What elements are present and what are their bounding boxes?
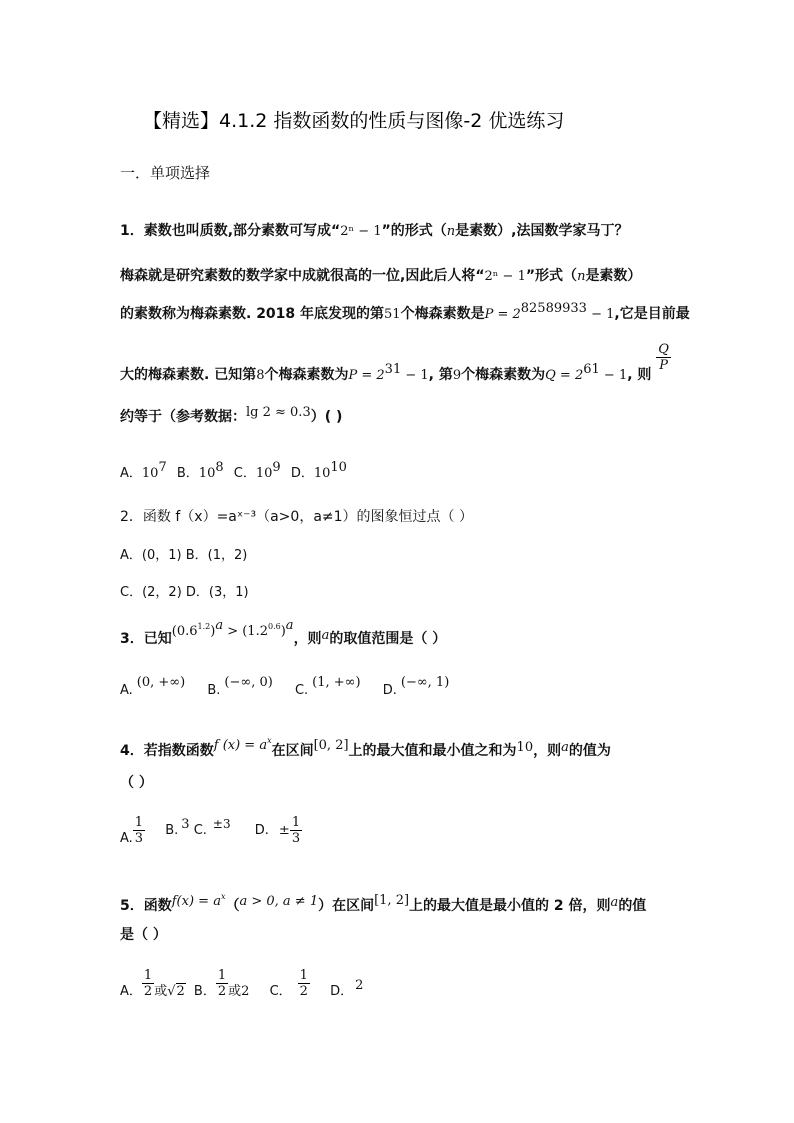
q1-option-c[interactable]: C．$10^9$ <box>233 460 281 481</box>
q1-line-3: 的素数称为梅森素数. 2018 年底发现的第51个梅森素数是$P = 2^{82589933} - 1$,它是目前最 <box>120 301 690 322</box>
q4-answer-paren: （ ） <box>120 775 153 791</box>
section-heading: 一．单项选择 <box>120 164 211 182</box>
q3-stem: 3．已知$(0.6^{1.2})^a > (1.2^{0.6})^a$，则a的取值范围是（ ） <box>120 618 447 647</box>
q5-stem: 5．函数$f(x) = a^x(a > 0$, a ≠ 1）在区间[1, 2]上的最大值是最小值的 2 倍，则a的值 <box>120 892 647 914</box>
q4-option-d[interactable]: D. ± $\frac{1}{3}$ <box>254 815 301 846</box>
q4-option-c[interactable]: C. ±3 <box>193 817 231 838</box>
q3-option-b[interactable]: B.(−∞, 0) <box>207 675 273 698</box>
q-over-p-fraction: $\frac{Q}{P}$ <box>658 342 669 373</box>
q3-option-a[interactable]: A.(0, +∞) <box>120 675 186 698</box>
q5-option-d[interactable]: D． 2 <box>330 978 364 999</box>
q2-options-row-1[interactable]: A．(0，1) B．(1，2) <box>120 548 248 563</box>
q2-stem: 2．函数 f（x）=aˣ⁻³（a>0，a≠1）的图象恒过点（ ） <box>120 509 473 525</box>
q4-option-a[interactable]: A. $\frac{1}{3}$ <box>120 815 144 846</box>
q3-options <box>120 675 450 698</box>
q2-options-row-2[interactable]: C．(2，2) D．(3，1) <box>120 585 249 600</box>
q5-option-b[interactable]: B． $\frac{1}{2}$ 或2 <box>193 968 250 999</box>
q1-option-d[interactable]: D．$10^{10}$ <box>290 460 347 481</box>
q5-options <box>120 968 363 999</box>
q4-options <box>120 815 302 846</box>
q1-option-b[interactable]: B．$10^8$ <box>176 460 224 481</box>
page-title: 【精选】4.1.2 指数函数的性质与图像-2 优选练习 <box>143 110 565 132</box>
q1-line-4: 大的梅森素数. 已知第8个梅森素数为$P = 2^{31} - 1$, 第9个梅森素数为$Q = 2^{61} - 1$, 则 $\frac{Q}{P}$ <box>120 342 669 383</box>
q4-stem: 4．若指数函数f $(x) = a^x$在区间[0, 2]上的最大值和最小值之和为10，则a的值为 <box>120 736 611 759</box>
q3-option-d[interactable]: D.(−∞, 1) <box>382 675 450 698</box>
q3-option-c[interactable]: C.(1, +∞) <box>294 675 361 698</box>
q5-answer-paren: 是（ ） <box>120 927 167 943</box>
q4-option-b[interactable]: B. 3 <box>165 817 190 838</box>
sqrt-2: √2 <box>167 984 185 999</box>
q1-line-5: 约等于（参考数据：lg 2 ≈ 0.3）( ) <box>120 405 343 425</box>
q1-line-1: 1．素数也叫质数,部分素数可写成“2ⁿ − 1”的形式（n是素数）,法国数学家马丁？ <box>120 223 629 239</box>
q5-option-a[interactable]: A． $\frac{1}{2}$ 或√2 <box>120 968 185 999</box>
q1-option-a[interactable]: A．$10^7$ <box>120 460 167 481</box>
q1-options <box>120 462 347 481</box>
q5-option-c[interactable]: C． $\frac{1}{2}$ <box>269 968 308 999</box>
q1-line-2: 梅森就是研究素数的数学家中成就很高的一位,因此后人将“2ⁿ − 1”形式（n是素数） <box>120 268 642 284</box>
